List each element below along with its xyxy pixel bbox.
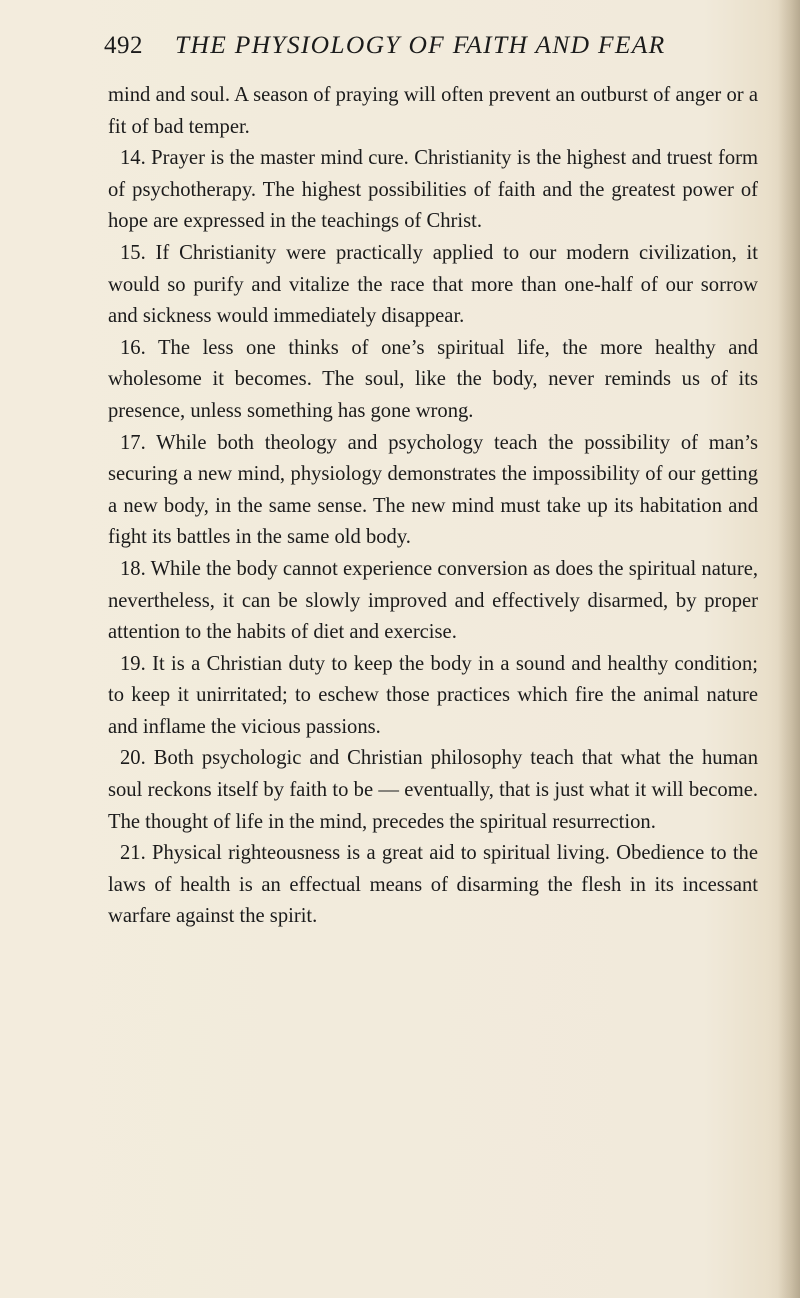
paragraph-continuation: mind and soul. A season of praying will often prevent an outburst of anger or a fit of bad temper. [108,84,758,138]
paragraph-19: 19. It is a Christian duty to keep the body in a sound and healthy condition; to keep it unirritated; to eschew those practices which fire the animal nature and inflame the vicious passions. [108,652,758,738]
paragraph-15: 15. If Christianity were practically applied to our modern civilization, it would so purify and vitalize the race that more than one-half of our sorrow and sickness would immediately disappear. [108,241,758,328]
running-title: THE PHYSIOLOGY OF FAITH AND FEAR [175,30,666,59]
page-header [0,24,800,64]
paragraph-21: 21. Physical righteousness is a great aid to spiritual living. Obedience to the laws of health is an effectual means of disarming the flesh in its incessant warfare against the spirit. [108,842,758,928]
paragraph-18: 18. While the body cannot experience conversion as does the spiritual nature, nevertheless, it can be slowly improved and effectively disarmed, by proper attention to the habits of diet and exercise. [108,557,758,644]
paragraph-16: 16. The less one thinks of one’s spiritual life, the more healthy and wholesome it becomes. The soul, like the body, never reminds us of its presence, unless something has gone wrong. [108,336,758,422]
paragraph-20: 20. Both psychologic and Christian philosophy teach that what the human soul reckons itself by faith to be — eventually, that is just what it will become. The thought of life in the mind, precedes the spiritual resurrection. [108,747,758,833]
page-number: 492 [104,32,143,59]
page-gutter-shadow [778,0,800,1298]
paragraph-14: 14. Prayer is the master mind cure. Christianity is the highest and truest form of psychotherapy. The highest possibilities of faith and the greatest power of hope are expressed in the teachings of Christ. [108,147,758,233]
paragraph-17: 17. While both theology and psychology teach the possibility of man’s securing a new mind, physiology demonstrates the impossibility of our getting a new body, in the same sense. The new mind must take up its habitation and fight its battles in the same old body. [108,431,758,549]
body-text [108,80,758,933]
